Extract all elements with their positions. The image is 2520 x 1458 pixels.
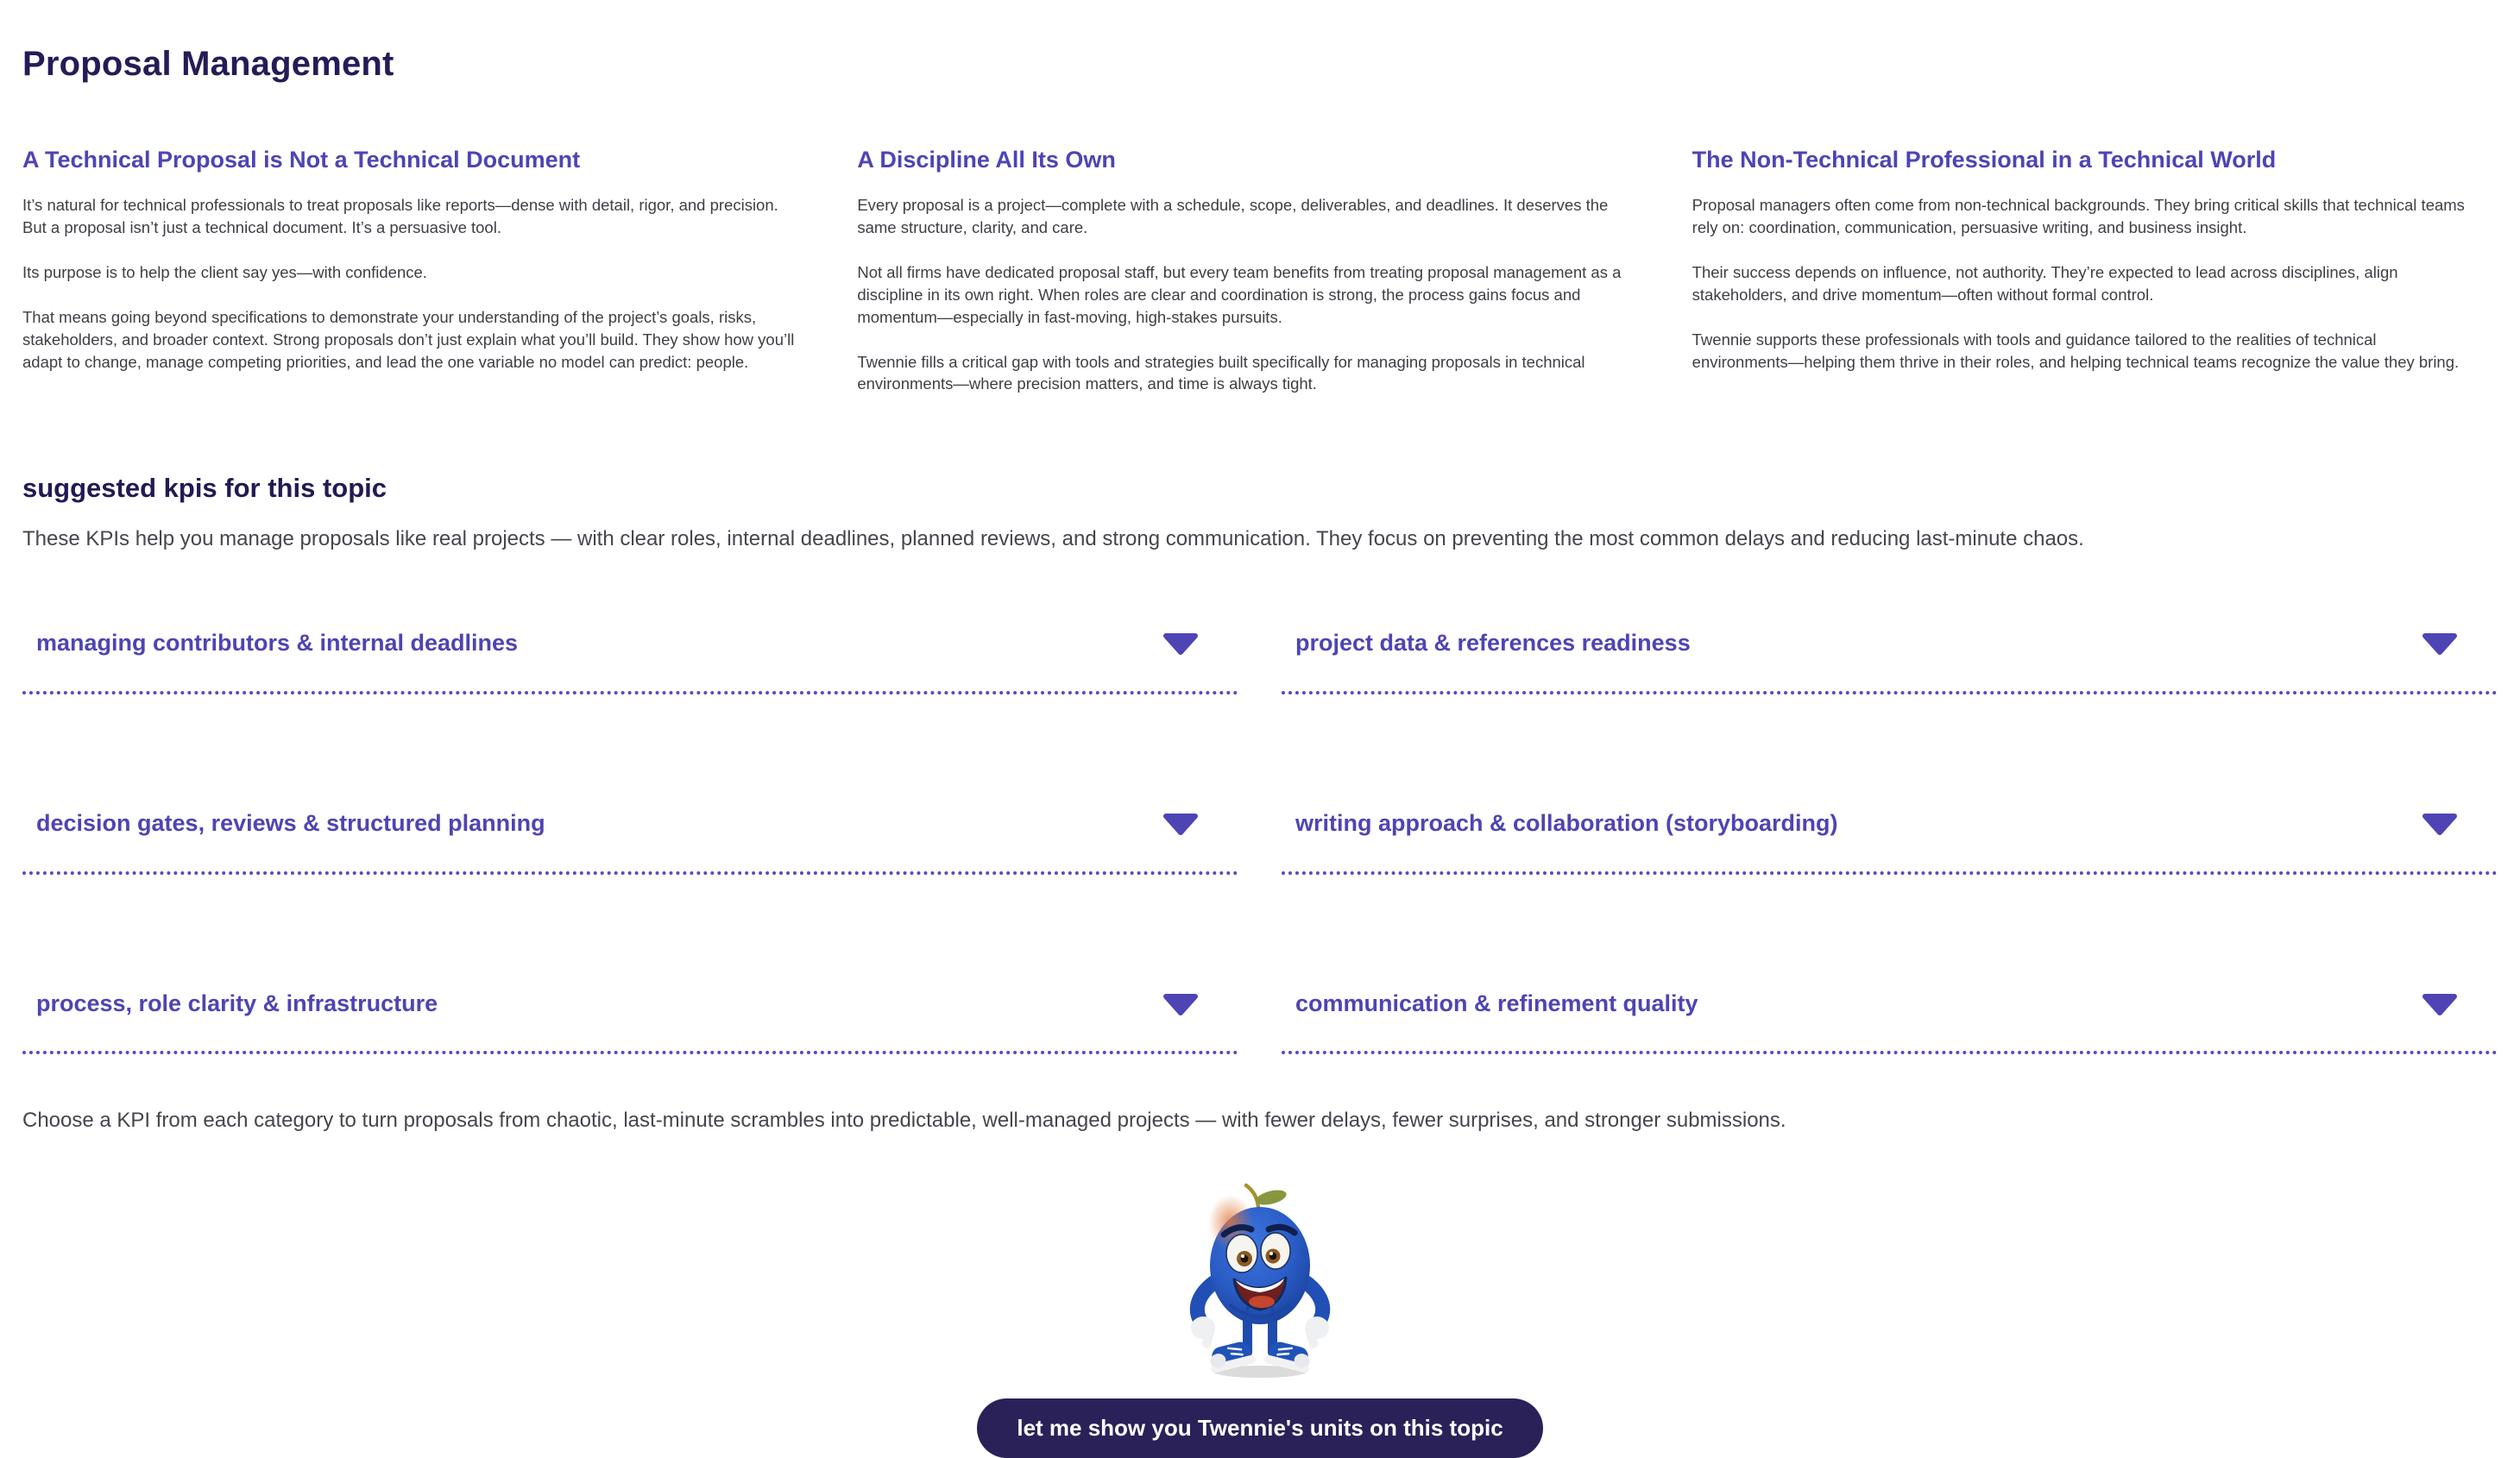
intro-columns	[22, 147, 2498, 418]
column-paragraph: Twennie fills a critical gap with tools and strategies built specifically for managing proposals in technical environments—where precision matters, and time is always tight.	[857, 352, 1585, 393]
chevron-down-icon[interactable]	[2422, 632, 2458, 655]
chevron-down-icon[interactable]	[1162, 993, 1199, 1015]
kpi-accordion-item[interactable]	[22, 990, 1238, 1055]
column-paragraph: That means going beyond specifications to demonstrate your understanding of the project’s goals, risks, stakeholders, and broader context. Strong proposals don’t just explain what you’ll build. They show how you’ll adapt to change, manage competing priorities, and lead the one variable no model can predict: people.	[22, 307, 795, 371]
show-units-button[interactable]: let me show you Twennie's units on this topic	[977, 1398, 1542, 1458]
column-paragraph: Their success depends on influence, not authority. They’re expected to lead across disciplines, align stakeholders, and drive momentum—often without formal control.	[1692, 262, 2398, 304]
kpi-accordion-item[interactable]	[22, 629, 1238, 694]
column-paragraph: Proposal managers often come from non-technical backgrounds. They bring critical skills that technical teams rely on: coordination, communication, persuasive writing, and business insight.	[1692, 196, 2465, 236]
page-title: Proposal Management	[22, 45, 394, 83]
kpi-accordion-item[interactable]	[22, 809, 1238, 875]
kpi-accordion-label: managing contributors & internal deadlines	[36, 630, 519, 657]
kpi-accordion-label: writing approach & collaboration (storyboarding)	[1295, 809, 1838, 836]
column-paragraph: Every proposal is a project—complete with a schedule, scope, deliverables, and deadlines. It deserves the same structure, clarity, and care.	[857, 196, 1609, 236]
kpi-outro-text: Choose a KPI from each category to turn proposals from chaotic, last-minute scrambles into predictable, well-managed projects — with fewer delays, fewer surprises, and stronger submissions.	[22, 1109, 1786, 1133]
kpi-accordion-grid	[22, 629, 2498, 1054]
kpi-accordion-label: decision gates, reviews & structured planning	[36, 809, 545, 836]
kpi-accordion-item[interactable]	[1282, 629, 2498, 694]
chevron-down-icon[interactable]	[2422, 993, 2458, 1015]
intro-column-1	[22, 147, 803, 418]
kpi-section-heading: suggested kpis for this topic	[22, 473, 387, 504]
intro-column-2	[857, 147, 1638, 418]
column-heading: A Technical Proposal is Not a Technical Document	[22, 147, 581, 173]
kpi-section	[22, 473, 2498, 1134]
kpi-accordion-label: communication & refinement quality	[1295, 990, 1698, 1016]
kpi-accordion-item[interactable]	[1282, 809, 2498, 875]
cta-area	[22, 1183, 2498, 1458]
chevron-down-icon[interactable]	[1162, 813, 1199, 835]
kpi-accordion-label: process, role clarity & infrastructure	[36, 990, 438, 1016]
column-heading: A Discipline All Its Own	[857, 147, 1116, 173]
kpi-intro-text: These KPIs help you manage proposals like real projects — with clear roles, internal deadlines, planned reviews, and strong communication. They focus on preventing the most common delays and reducing last-minute chaos.	[22, 526, 2084, 550]
blueberry-mascot	[1182, 1183, 1338, 1379]
column-paragraph: Not all firms have dedicated proposal staff, but every team benefits from treating proposal management as a discipline in its own right. When roles are clear and coordination is strong, the process gains focus and momentum—especially in fast-moving, high-stakes pursuits.	[857, 262, 1622, 326]
column-heading: The Non-Technical Professional in a Technical World	[1692, 147, 2277, 173]
chevron-down-icon[interactable]	[1162, 632, 1199, 655]
kpi-accordion-item[interactable]	[1282, 990, 2498, 1055]
column-paragraph: Twennie supports these professionals with tools and guidance tailored to the realities of technical environments—helping them thrive in their roles, and helping technical teams recognize the value they bring.	[1692, 330, 2460, 371]
column-paragraph: It’s natural for technical professionals to treat proposals like reports—dense with detail, rigor, and precision. But a proposal isn’t just a technical document. It’s a persuasive tool.	[22, 196, 778, 236]
intro-column-3	[1692, 147, 2473, 418]
column-paragraph: Its purpose is to help the client say yes—with confidence.	[22, 262, 427, 281]
chevron-down-icon[interactable]	[2422, 813, 2458, 835]
kpi-accordion-label: project data & references readiness	[1295, 630, 1691, 657]
